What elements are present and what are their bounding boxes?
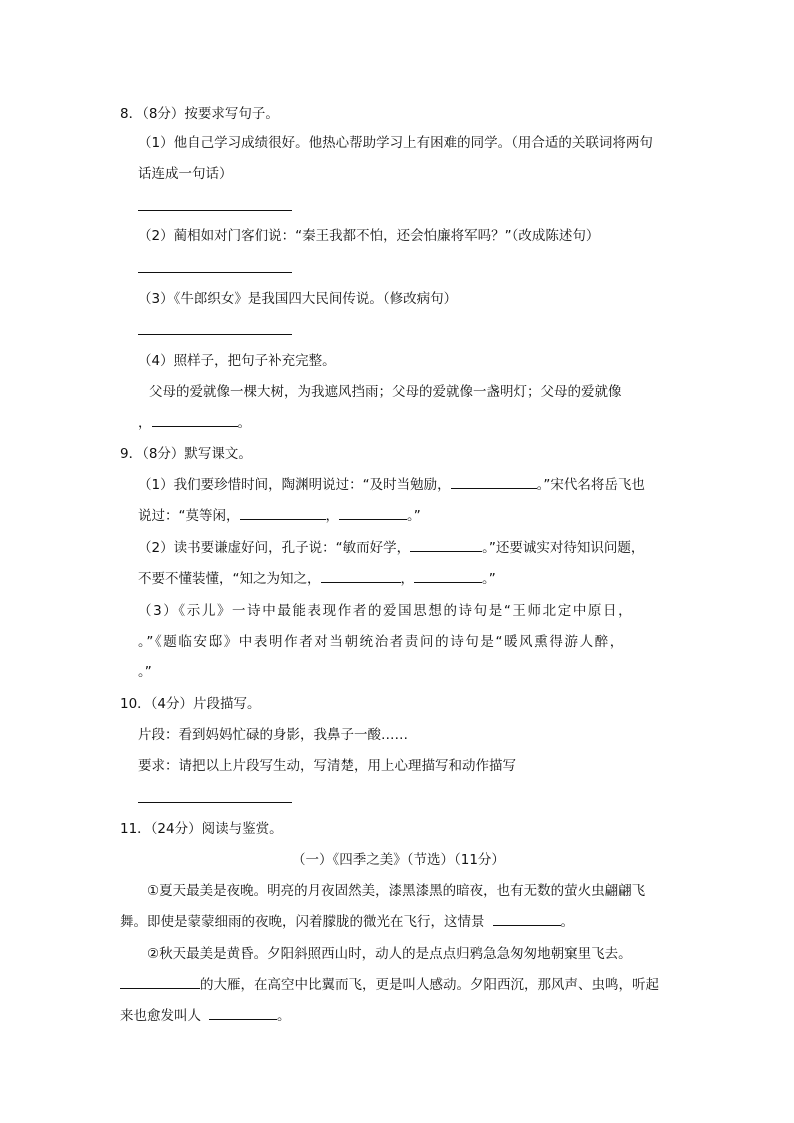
q10-requirement: 要求：请把以上片段写生动，写清楚，用上心理描写和动作描写 (138, 758, 516, 774)
q8-sub3: （3）《牛郎织女》是我国四大民间传说。（修改病句） (138, 291, 458, 307)
q8-sub2-answer-line[interactable] (138, 272, 292, 273)
q9-sub2-text-c: 不要不懂装懂，“知之为知之， (138, 571, 321, 587)
q11-para2-end: 。 (277, 1008, 291, 1024)
q11-section-title: （一）《四季之美》（节选）（11分） (292, 852, 505, 868)
q9-sub2-text-e: 。” (482, 571, 496, 587)
q11-para1-line2 (120, 912, 574, 932)
q8-sub1-line1: （1）他自己学习成绩很好。他热心帮助学习上有困难的同学。（用合适的关联词将两句 (138, 135, 653, 151)
q8-period: 。 (237, 415, 251, 431)
q9-sub1-blank2[interactable] (240, 506, 326, 520)
q9-sub1-text-c: 说过：“莫等闲， (138, 508, 240, 524)
q9-title: 9．（8分）默写课文。 (120, 446, 252, 462)
q11-para2-text-b: 的大雁，在高空中比翼而飞，更是叫人感动。夕阳西沉，那风声、虫鸣，听起 (200, 977, 659, 993)
q8-sub4: （4）照样子，把句子补充完整。 (138, 353, 336, 369)
q11-para1-line1: ①夏天最美是夜晚。明亮的月夜固然美，漆黑漆黑的暗夜，也有无数的萤火虫翩翩飞 (147, 883, 646, 899)
q9-sub1-blank3[interactable] (339, 506, 407, 520)
q11-title: 11．（24分）阅读与鉴赏。 (120, 821, 283, 837)
q9-sub2-blank3[interactable] (414, 569, 482, 583)
q9-sub2-blank2[interactable] (321, 569, 401, 583)
q9-sub2-line2 (138, 569, 496, 589)
q9-sub2-blank1[interactable] (410, 538, 482, 552)
q8-sub1-line2: 话连成一句话） (138, 166, 233, 182)
q9-sub2-text-b: 。”还要诚实对待知识问题， (482, 540, 645, 556)
q11-para2-line3 (120, 1006, 291, 1026)
q9-sub3-line2: 。”《题临安邸》中表明作者对当朝统治者责问的诗句是“暖风熏得游人醉， (138, 634, 625, 650)
q8-sub3-answer-line[interactable] (138, 334, 292, 335)
q8-title: 8．（8分）按要求写句子。 (120, 106, 279, 122)
q9-sub3-line3: 。” (138, 664, 152, 680)
q9-sub1-line2 (138, 506, 421, 526)
q9-sub2-text-a: （2）读书要谦虚好问，孔子说：“敏而好学， (138, 540, 411, 556)
q8-example-sentence: 父母的爱就像一棵大树，为我遮风挡雨；父母的爱就像一盏明灯；父母的爱就像 (149, 384, 622, 400)
q11-para1-end: 。 (560, 914, 574, 930)
q8-sub1-answer-line[interactable] (138, 210, 292, 211)
q11-para2-line1: ②秋天最美是黄昏。夕阳斜照西山时，动人的是点点归鸦急急匆匆地朝窠里飞去。 (147, 946, 632, 962)
q11-para2-text-c: 来也愈发叫人 (120, 1008, 201, 1024)
q10-answer-line[interactable] (138, 802, 292, 803)
q8-sub2: （2）蔺相如对门客们说：“秦王我都不怕，还会怕廉将军吗？”（改成陈述句） (138, 228, 600, 244)
q9-sub1-text-d: ， (325, 508, 339, 524)
q11-para2-blank2[interactable] (209, 1006, 277, 1020)
q9-sub1-text-b: 。”宋代名将岳飞也 (536, 477, 645, 493)
q9-sub1-blank1[interactable] (451, 475, 537, 489)
q9-sub3-line1: （3）《示儿》一诗中最能表现作者的爱国思想的诗句是“王师北定中原日， (138, 603, 634, 619)
q9-sub1-text-a: （1）我们要珍惜时间，陶渊明说过：“及时当勉励， (138, 477, 451, 493)
q11-para2-blank1[interactable] (120, 975, 200, 989)
q9-sub1-text-e: 。” (407, 508, 421, 524)
q11-para1-text: 舞。即使是蒙蒙细雨的夜晚，闪着朦胧的微光在飞行，这情景 (120, 914, 485, 930)
q8-comma: ， (138, 415, 152, 431)
q9-sub2-line1 (138, 538, 644, 558)
q10-fragment: 片段：看到妈妈忙碌的身影，我鼻子一酸…… (138, 727, 408, 743)
q11-para1-blank[interactable] (493, 912, 561, 926)
q9-sub2-text-d: ， (400, 571, 414, 587)
q11-para2-line2 (120, 975, 659, 995)
q10-title: 10．（4分）片段描写。 (120, 696, 261, 712)
q8-example-completion (138, 413, 251, 433)
q9-sub1-line1 (138, 475, 645, 495)
q8-sub4-blank[interactable] (152, 413, 238, 427)
